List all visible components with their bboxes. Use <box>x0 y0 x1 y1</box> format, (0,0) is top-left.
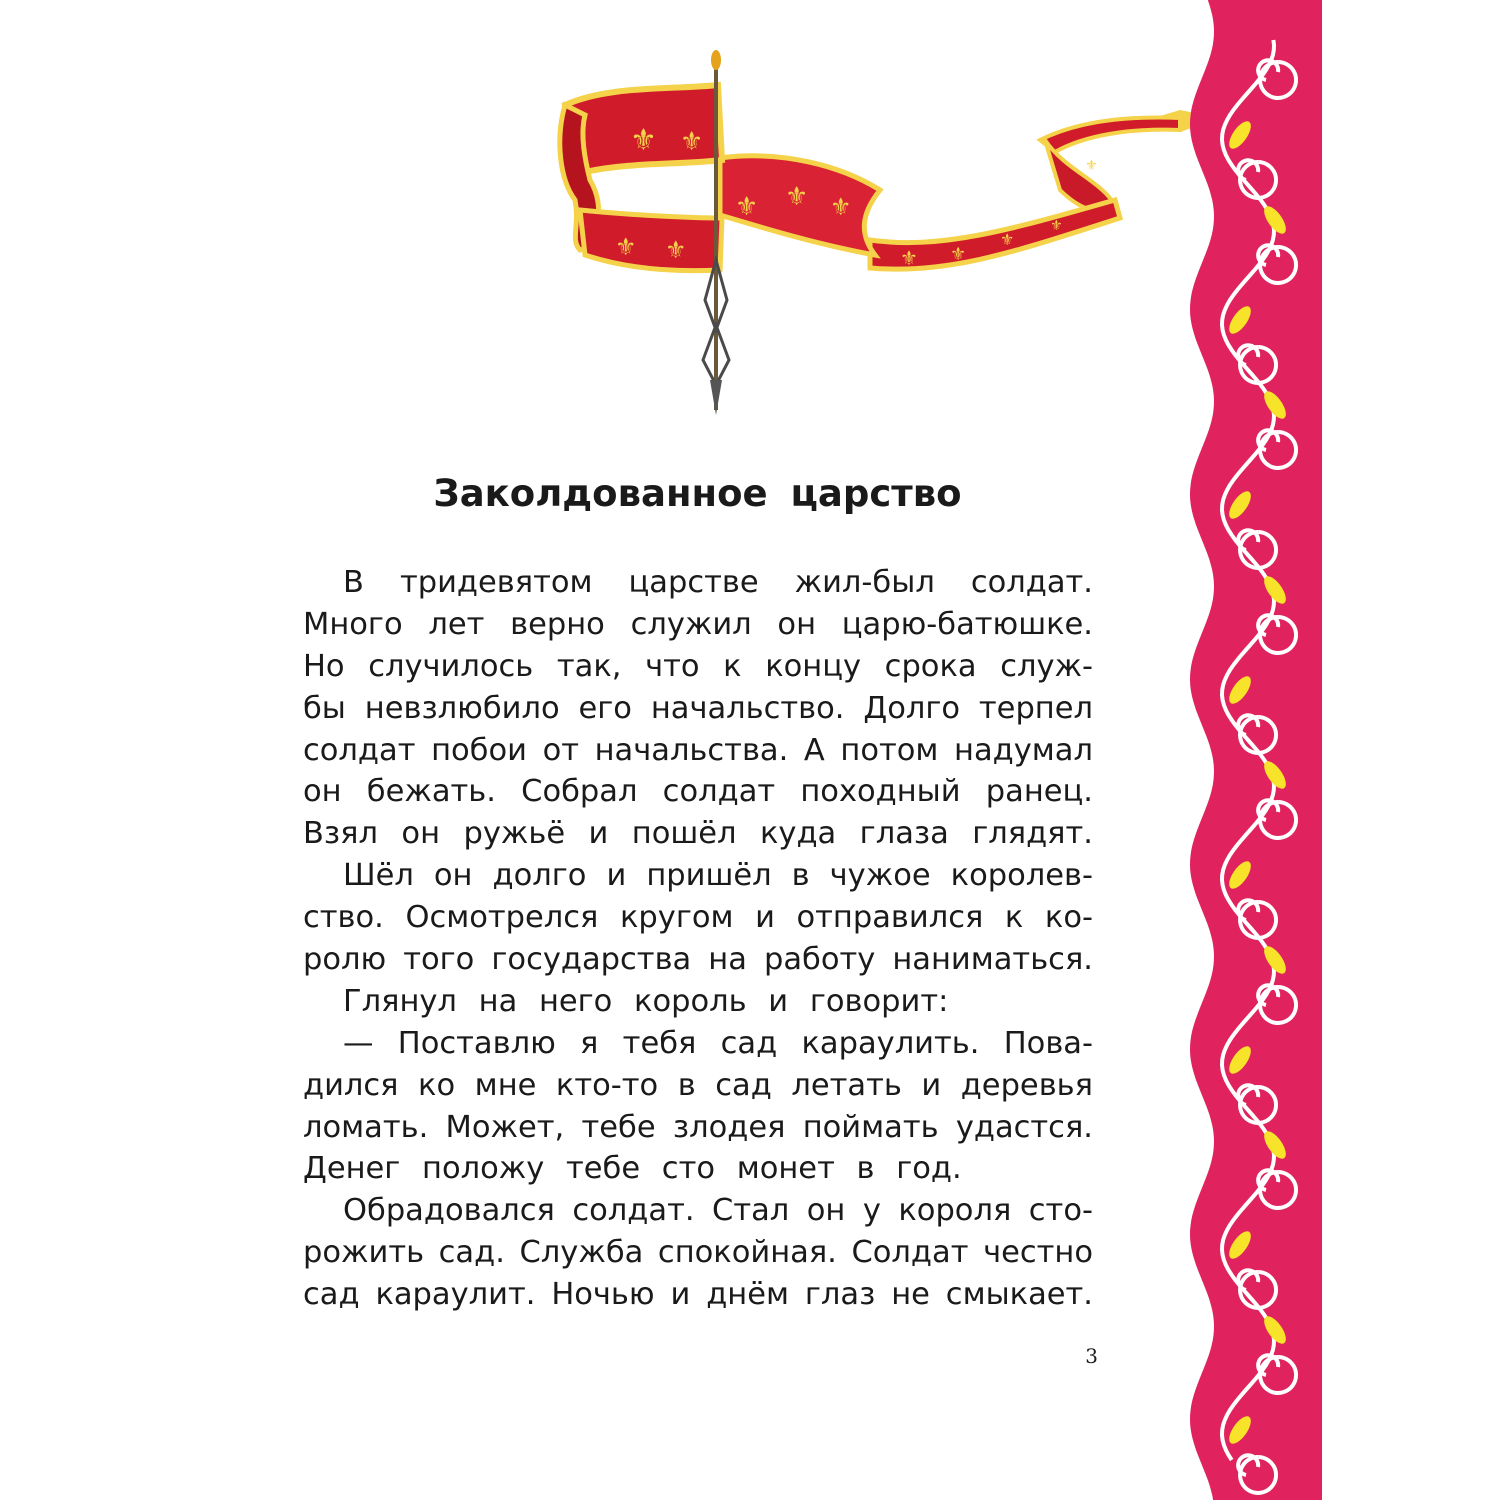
text-line: ролю того государства на работу наниматься. <box>303 942 1093 978</box>
text-line: рожить сад. Служба спокойная. Солдат честно <box>303 1235 1093 1271</box>
svg-text:⚜: ⚜ <box>615 233 637 261</box>
text-line: Шёл он долго и пришёл в чужое королев- <box>343 858 1093 894</box>
text-line: В тридевятом царстве жил-был солдат. <box>343 565 1093 600</box>
text-line: он бежать. Собрал солдат походный ранец. <box>303 774 1093 810</box>
svg-text:⚜: ⚜ <box>900 246 918 270</box>
page-number: 3 <box>1085 1344 1098 1368</box>
text-line: солдат побои от начальства. А потом надумал <box>303 732 1093 768</box>
pole-finial <box>711 50 721 70</box>
text-line: Взял он ружьё и пошёл куда глаза глядят. <box>303 816 1093 852</box>
text-line: Но случилось так, что к концу срока служ- <box>303 648 1093 684</box>
story-text <box>303 562 1093 1316</box>
svg-text:⚜: ⚜ <box>830 193 852 221</box>
banner-flag-illustration <box>540 40 1220 420</box>
svg-text:⚜: ⚜ <box>785 182 809 212</box>
text-line: дился ко мне кто-то в сад летать и деревья <box>303 1067 1093 1103</box>
story-title: Заколдованное царство <box>433 472 962 515</box>
flag-bottom <box>580 210 722 271</box>
svg-text:⚜: ⚜ <box>950 244 967 265</box>
svg-text:⚜: ⚜ <box>1000 230 1015 249</box>
text-line: — Поставлю я тебя сад караулить. Пова- <box>343 1025 1093 1061</box>
svg-text:⚜: ⚜ <box>735 192 759 222</box>
svg-text:⚜: ⚜ <box>665 236 687 264</box>
text-line: Глянул на него король и говорит: <box>343 983 949 1019</box>
text-line: Много лет верно служил он царю-батюшке. <box>303 606 1093 642</box>
ribbon-tail <box>1040 118 1180 152</box>
text-line: бы невзлюбило его начальство. Долго терпел <box>303 690 1093 726</box>
svg-text:⚜: ⚜ <box>1085 158 1098 174</box>
text-line: Денег положу тебе сто монет в год. <box>303 1151 962 1187</box>
text-line: ство. Осмотрелся кругом и отправился к ко- <box>303 900 1093 936</box>
text-line: сад караулит. Ночью и днём глаз не смыкает. <box>303 1277 1093 1313</box>
text-line: ломать. Может, тебе злодея поймать удастся. <box>303 1109 1093 1145</box>
svg-text:⚜: ⚜ <box>680 127 704 157</box>
svg-text:⚜: ⚜ <box>1050 218 1063 234</box>
svg-text:⚜: ⚜ <box>630 123 657 158</box>
text-line: Обрадовался солдат. Стал он у короля сто- <box>343 1193 1093 1229</box>
decorative-wavy-border <box>1180 0 1322 1500</box>
